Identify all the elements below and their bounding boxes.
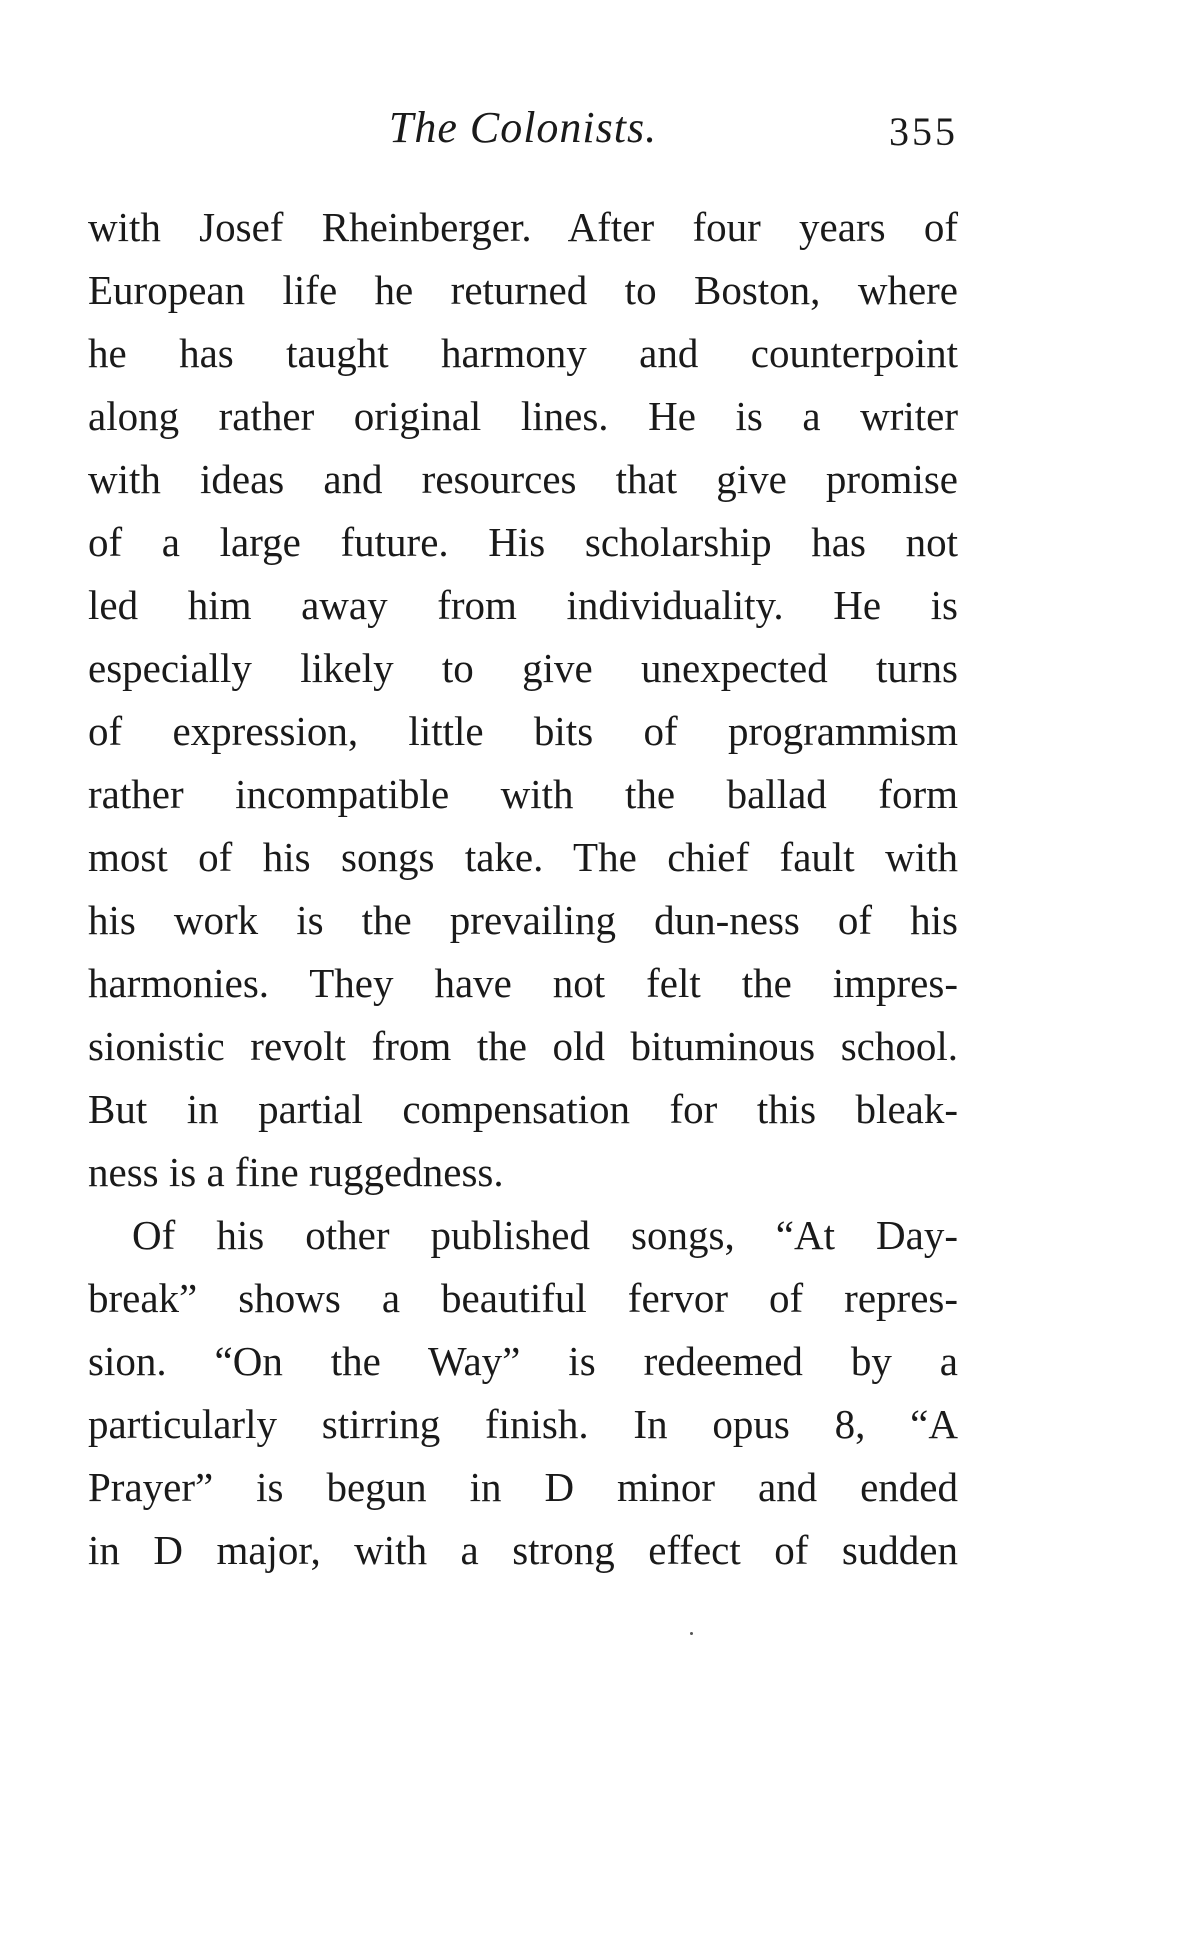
text-line: Prayer” is begun in D minor and ended	[88, 1464, 958, 1510]
text-line: ness is a fine ruggedness.	[88, 1149, 504, 1195]
text-line: of expression, little bits of programmism	[88, 708, 958, 754]
text-line: harmonies. They have not felt the impres-	[88, 960, 958, 1006]
text-line: rather incompatible with the ballad form	[88, 771, 958, 817]
paragraph	[88, 1204, 958, 1582]
text-line: with Josef Rheinberger. After four years of	[88, 204, 958, 250]
text-line: But in partial compensation for this bleak-	[88, 1086, 958, 1132]
text-line: sion. “On the Way” is redeemed by a	[88, 1338, 958, 1384]
text-line: Of his other published songs, “At Day-	[132, 1212, 958, 1258]
text-line: his work is the prevailing dun-ness of his	[88, 897, 958, 943]
text-line: in D major, with a strong effect of sudden	[88, 1527, 958, 1573]
text-line: particularly stirring finish. In opus 8, “A	[88, 1401, 958, 1447]
text-line: along rather original lines. He is a writer	[88, 393, 958, 439]
text-line: led him away from individuality. He is	[88, 582, 958, 628]
body-text	[88, 196, 958, 1582]
text-line: sionistic revolt from the old bituminous school.	[88, 1023, 958, 1069]
page-number: 355	[889, 109, 958, 154]
text-line: especially likely to give unexpected turns	[88, 645, 958, 691]
paragraph	[88, 196, 958, 1204]
text-line: European life he returned to Boston, where	[88, 267, 958, 313]
text-line: with ideas and resources that give promise	[88, 456, 958, 502]
text-line: he has taught harmony and counterpoint	[88, 330, 958, 376]
running-title: The Colonists.	[388, 103, 658, 152]
text-line: most of his songs take. The chief fault with	[88, 834, 958, 880]
text-line: of a large future. His scholarship has not	[88, 519, 958, 565]
text-line: break” shows a beautiful fervor of repres-	[88, 1275, 958, 1321]
ink-speck	[690, 1632, 693, 1635]
running-head	[88, 102, 958, 162]
